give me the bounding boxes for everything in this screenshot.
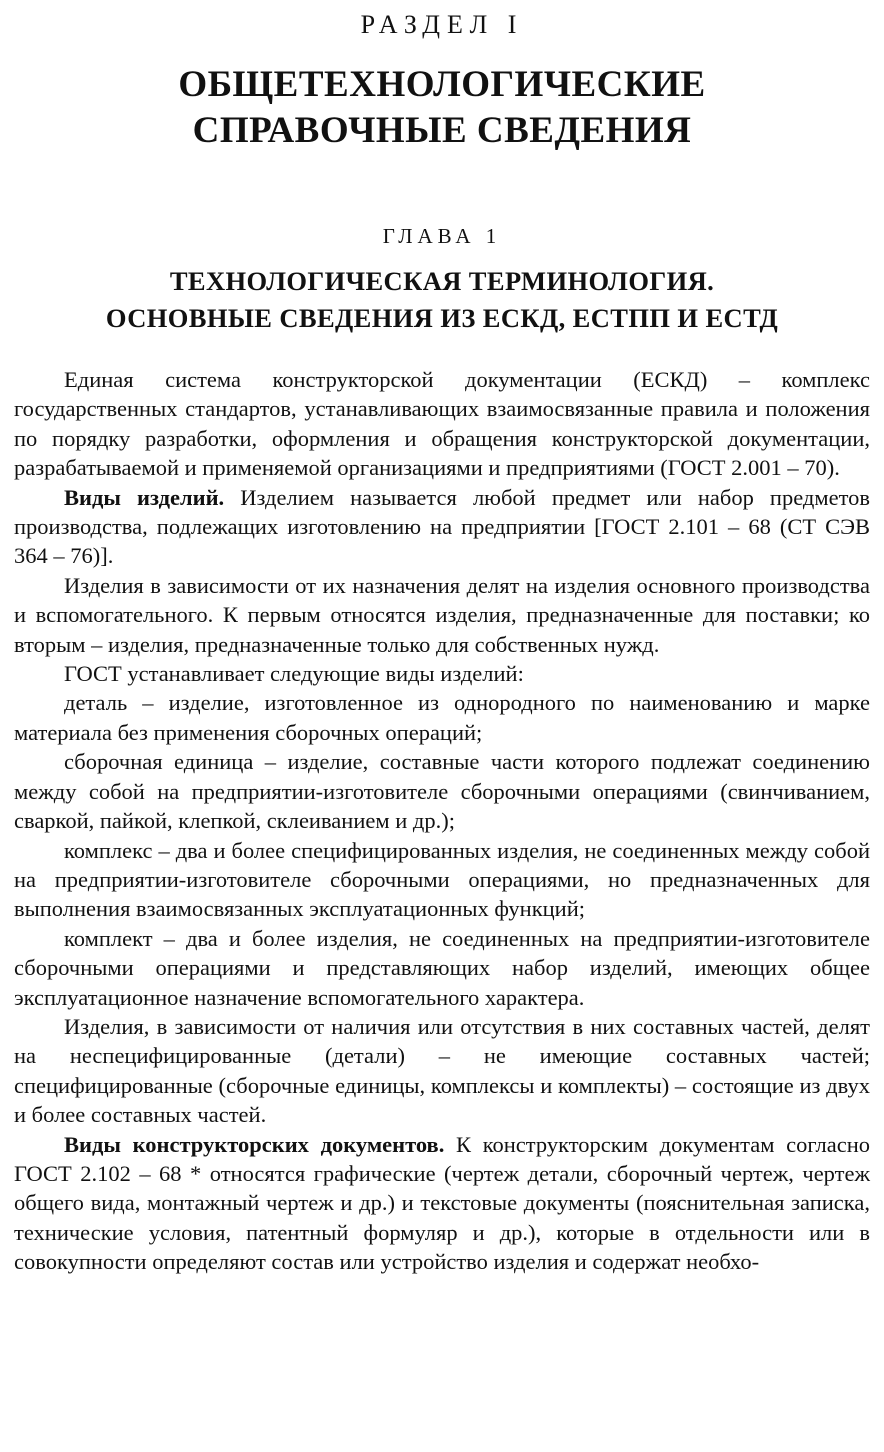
- chapter-title: [0, 263, 884, 337]
- paragraph-design-documents: [14, 1130, 870, 1277]
- paragraph-detail-definition: деталь – изделие, изготовленное из однородного по наименованию и марке материала без применения сборочных операций;: [14, 690, 870, 745]
- paragraph-kit-definition: комплект – два и более изделия, не соединенных на предприятии-изготовителе сборочными операциями и представляющих набор изделий, имеющих общее эксплуатационное назначение вспомогательного характера.: [14, 925, 870, 1010]
- paragraph-specified-products: Изделия, в зависимости от наличия или отсутствия в них составных частей, делят на неспецифицированные (детали) – не имеющие составных частей; специфицированные (сборочные единицы, комплексы и комплекты) – состоящие из двух и более составных частей.: [14, 1013, 870, 1128]
- section-label: РАЗДЕЛ I: [360, 10, 524, 39]
- chapter-label: ГЛАВА 1: [382, 224, 502, 248]
- paragraph-text: К конструкторским документам согласно ГОСТ 2.102 – 68 * относятся графические (чертеж детали, сборочный чертеж, чертеж общего вида, монтажный чертеж и др.) и текстовые документы (пояснительная записка, технические условия, патентный формуляр и др.), которые в отдельности или в совокупности определяют состав или устройство изделия и содержат необхо-: [14, 1131, 870, 1275]
- body-text: [14, 365, 870, 1277]
- paragraph-product-types: [14, 483, 870, 571]
- paragraph-product-purpose: Изделия в зависимости от их назначения делят на изделия основного производства и вспомогательного. К первым относятся изделия, предназначенные для поставки; ко вторым – изделия, предназначенные только для собственных нужд.: [14, 572, 870, 657]
- paragraph-assembly-unit-definition: сборочная единица – изделие, составные части которого подлежат соединению между собой на предприятии-изготовителе сборочными операциями (свинчиванием, сваркой, пайкой, клепкой, склеиванием и др.);: [14, 749, 870, 834]
- paragraph-text: Изделием называется любой предмет или набор предметов производства, подлежащих изготовлению на предприятии [ГОСТ 2.101 – 68 (СТ СЭВ 364 – 76)].: [14, 484, 870, 569]
- section-title: [0, 62, 884, 154]
- chapter-title-line-2: ОСНОВНЫЕ СВЕДЕНИЯ ИЗ ЕСКД, ЕСТПП И ЕСТД: [105, 303, 779, 333]
- section-title-line-2: СПРАВОЧНЫЕ СВЕДЕНИЯ: [192, 110, 692, 151]
- paragraph-gost-types-intro: ГОСТ устанавливает следующие виды изделий:: [64, 661, 524, 687]
- paragraph-heading: Виды конструкторских документов.: [64, 1131, 445, 1157]
- paragraph-eskd-definition: Единая система конструкторской документации (ЕСКД) – комплекс государственных стандартов, устанавливающих взаимосвязанные правила и положения по порядку разработки, оформления и обращения конструкторской документации, разрабатываемой и применяемой организациями и предприятиями (ГОСТ 2.001 – 70).: [14, 367, 870, 481]
- paragraph-complex-definition: комплекс – два и более специфицированных изделия, не соединенных между собой на предприятии-изготовителе сборочными операциями, но предназначенных для выполнения взаимосвязанных эксплуатационных функций;: [14, 837, 870, 922]
- paragraph-heading: Виды изделий.: [64, 484, 225, 510]
- chapter-title-line-1: ТЕХНОЛОГИЧЕСКАЯ ТЕРМИНОЛОГИЯ.: [169, 266, 715, 296]
- section-title-line-1: ОБЩЕТЕХНОЛОГИЧЕСКИЕ: [178, 64, 706, 105]
